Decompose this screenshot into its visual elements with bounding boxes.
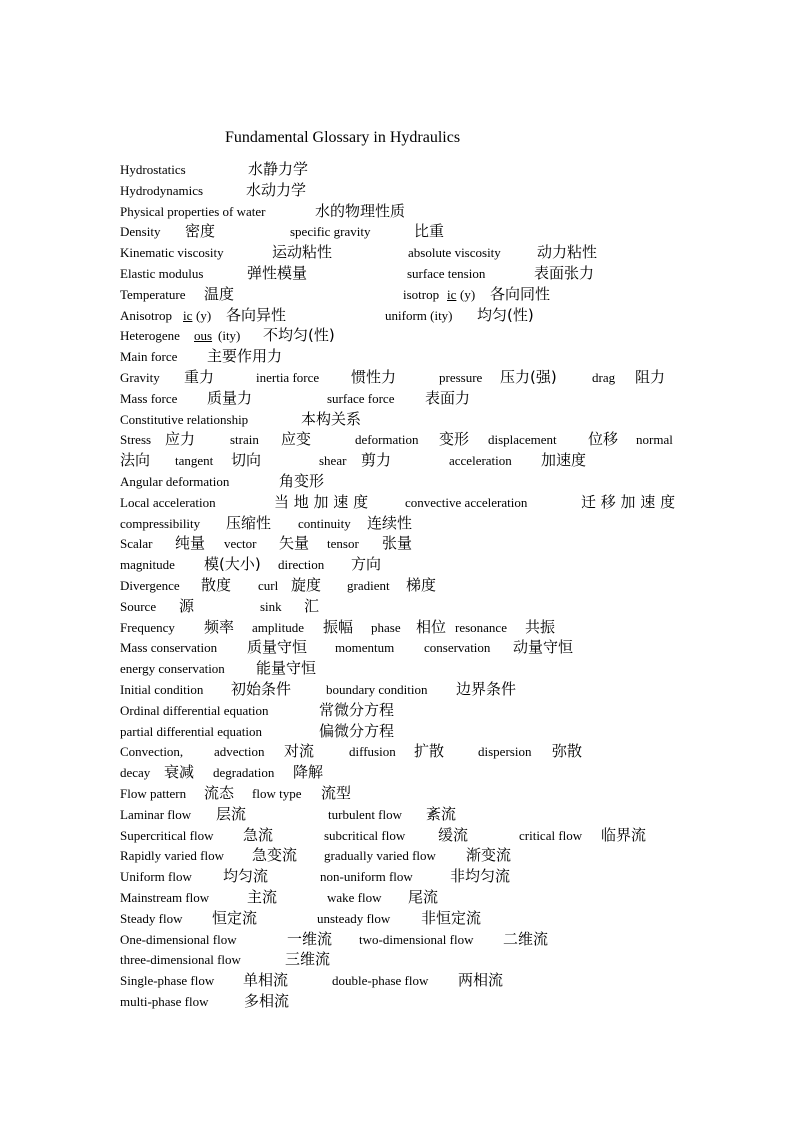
term-english: sink	[260, 598, 282, 614]
term-english: Local acceleration	[120, 494, 216, 510]
term-chinese: 多相流	[244, 992, 290, 1010]
term-chinese: 水动力学	[246, 180, 307, 199]
term-english: Laminar flow	[120, 806, 192, 822]
glossary-line	[120, 180, 740, 201]
term-english: tangent	[175, 453, 214, 469]
term-english: Constitutive relationship	[120, 411, 249, 427]
glossary-line	[120, 908, 740, 929]
term-english: Source	[120, 598, 157, 614]
term-english: (y)	[460, 286, 476, 302]
term-chinese: 方向	[351, 555, 382, 574]
term-english: shear	[319, 453, 347, 469]
glossary-line	[120, 513, 740, 534]
glossary-line	[120, 721, 740, 742]
term-chinese: 变形	[439, 430, 470, 449]
term-english: Anisotrop	[120, 307, 172, 323]
term-chinese: 动力粘性	[537, 243, 598, 262]
term-english: Steady flow	[120, 910, 183, 926]
term-english: gradient	[347, 578, 390, 593]
term-chinese: 弥散	[552, 742, 583, 761]
term-english: critical flow	[519, 827, 583, 843]
term-chinese: 模(大小)	[204, 555, 261, 574]
term-english: vector	[224, 536, 257, 552]
glossary-line	[120, 263, 740, 284]
glossary-line	[120, 575, 740, 596]
glossary-line	[120, 388, 740, 409]
term-english: gradually varied flow	[324, 848, 436, 864]
glossary-line	[120, 554, 740, 575]
term-chinese: 角变形	[279, 472, 325, 490]
term-chinese: 剪力	[361, 451, 392, 470]
term-english: continuity	[298, 515, 351, 531]
term-chinese: 各向异性	[226, 305, 287, 324]
term-english: dispersion	[478, 744, 532, 760]
term-english: Density	[120, 224, 161, 240]
term-english: compressibility	[120, 515, 201, 531]
term-chinese: 本构关系	[301, 409, 362, 428]
term-chinese: 温度	[204, 284, 235, 303]
term-chinese: 汇	[304, 596, 320, 615]
term-english: uniform (ity)	[385, 307, 453, 323]
term-chinese: 阻力	[635, 368, 666, 386]
term-english: isotrop	[403, 286, 440, 302]
glossary-line	[120, 450, 740, 471]
term-chinese: 质量力	[207, 388, 253, 407]
term-english: Elastic modulus	[120, 266, 204, 281]
term-english: ous	[194, 328, 213, 344]
glossary-line	[120, 741, 740, 762]
glossary-line	[120, 201, 740, 222]
glossary-line	[120, 242, 740, 263]
term-chinese: 急变流	[252, 846, 298, 865]
term-chinese: 振幅	[323, 617, 354, 636]
term-chinese: 紊流	[426, 804, 457, 823]
term-chinese: 弹性模量	[247, 264, 308, 282]
term-english: (ity)	[218, 328, 241, 344]
term-chinese: 单相流	[243, 971, 289, 990]
term-chinese: 不均匀(性)	[263, 326, 335, 345]
glossary-line	[120, 991, 740, 1012]
term-chinese: 恒定流	[212, 908, 258, 927]
term-english: decay	[120, 765, 151, 781]
term-chinese: 边界条件	[456, 680, 517, 698]
term-chinese: 非恒定流	[421, 908, 482, 927]
glossary-line	[120, 492, 740, 513]
term-english: multi-phase flow	[120, 994, 209, 1009]
term-english: Heterogene	[120, 328, 180, 344]
term-english: inertia force	[256, 370, 320, 385]
term-english: Frequency	[120, 619, 175, 635]
glossary-line	[120, 637, 740, 658]
term-chinese: 切向	[231, 451, 262, 470]
term-english: Mass conservation	[120, 640, 218, 656]
term-english: surface force	[327, 390, 395, 406]
term-english: Temperature	[120, 286, 186, 302]
glossary-line	[120, 429, 740, 450]
term-english: curl	[258, 578, 279, 593]
glossary-line	[120, 700, 740, 721]
term-english: ic	[183, 307, 193, 323]
term-english: wake flow	[327, 890, 382, 905]
term-english: specific gravity	[290, 224, 371, 240]
term-chinese: 迁 移 加 速 度	[581, 492, 676, 511]
term-chinese: 流态	[204, 784, 235, 802]
term-english: Mainstream flow	[120, 890, 210, 905]
term-chinese: 应力	[165, 430, 196, 449]
term-english: degradation	[213, 765, 275, 781]
term-english: absolute viscosity	[408, 245, 501, 261]
term-chinese: 运动粘性	[272, 243, 333, 262]
term-english: partial differential equation	[120, 723, 262, 739]
glossary-line	[120, 159, 740, 180]
term-chinese: 纯量	[175, 534, 206, 553]
term-english: advection	[214, 744, 265, 760]
term-english: three-dimensional flow	[120, 952, 241, 968]
term-english: resonance	[455, 619, 507, 635]
term-english: Stress	[120, 432, 152, 448]
term-chinese: 应变	[281, 430, 312, 449]
term-english: Physical properties of water	[120, 203, 266, 219]
term-chinese: 均匀流	[223, 867, 269, 886]
term-chinese: 缓流	[438, 825, 469, 844]
term-chinese: 压缩性	[226, 513, 272, 532]
term-english: direction	[278, 557, 325, 573]
term-english: phase	[371, 619, 401, 635]
term-chinese: 频率	[204, 617, 235, 636]
term-chinese: 对流	[284, 742, 315, 761]
term-english: two-dimensional flow	[359, 931, 474, 947]
term-chinese: 衰减	[164, 763, 195, 782]
term-english: Flow pattern	[120, 786, 187, 801]
term-chinese: 能量守恒	[256, 659, 317, 678]
term-chinese: 急流	[243, 825, 274, 844]
term-chinese: 初始条件	[231, 680, 292, 698]
glossary-line	[120, 346, 740, 367]
term-chinese: 相位	[416, 617, 447, 636]
term-chinese: 两相流	[458, 971, 504, 990]
glossary-line	[120, 866, 740, 887]
term-chinese: 散度	[201, 576, 232, 594]
term-chinese: 主要作用力	[207, 347, 283, 366]
term-chinese: 扩散	[414, 742, 445, 761]
glossary-line	[120, 284, 740, 305]
term-english: turbulent flow	[328, 806, 403, 822]
term-english: non-uniform flow	[320, 869, 413, 885]
term-chinese: 表面力	[425, 388, 471, 407]
term-english: Hydrostatics	[120, 162, 186, 177]
term-chinese: 常微分方程	[319, 700, 395, 719]
term-chinese: 惯性力	[351, 368, 397, 386]
term-chinese: 比重	[414, 222, 445, 241]
term-english: surface tension	[407, 266, 486, 281]
term-english: drag	[592, 370, 616, 385]
glossary-line	[120, 658, 740, 679]
term-chinese: 降解	[293, 763, 324, 782]
term-english: convective acceleration	[405, 494, 528, 510]
term-english: Hydrodynamics	[120, 182, 204, 198]
term-chinese: 压力(强)	[500, 368, 557, 386]
term-english: Ordinal differential equation	[120, 702, 269, 718]
term-chinese: 加速度	[541, 451, 587, 470]
term-english: tensor	[327, 536, 359, 552]
term-english: Divergence	[120, 578, 180, 593]
term-chinese: 偏微分方程	[319, 721, 395, 740]
glossary-line	[120, 409, 740, 430]
glossary-line	[120, 887, 740, 908]
term-english: flow type	[252, 786, 302, 801]
term-english: (y)	[196, 307, 212, 323]
page-title: Fundamental Glossary in Hydraulics	[225, 129, 461, 146]
term-chinese: 尾流	[408, 888, 439, 906]
term-english: strain	[230, 432, 259, 448]
term-english: energy conservation	[120, 661, 225, 677]
term-english: amplitude	[252, 619, 304, 635]
term-chinese: 各向同性	[490, 284, 551, 303]
term-chinese: 重力	[184, 368, 215, 386]
term-chinese: 源	[179, 596, 195, 615]
glossary-line	[120, 617, 740, 638]
term-chinese: 共振	[525, 617, 556, 636]
term-english: Single-phase flow	[120, 973, 215, 989]
term-english: Mass force	[120, 390, 178, 406]
term-english: magnitude	[120, 557, 175, 573]
term-english: Gravity	[120, 370, 160, 385]
term-chinese: 层流	[216, 804, 247, 823]
term-english: Kinematic viscosity	[120, 245, 224, 261]
term-english: unsteady flow	[317, 910, 391, 926]
term-english: momentum	[335, 640, 395, 656]
glossary-line	[120, 221, 740, 242]
glossary-line	[120, 367, 740, 388]
glossary-line	[120, 845, 740, 866]
glossary-line	[120, 533, 740, 554]
term-chinese: 流型	[321, 784, 352, 802]
term-chinese: 主流	[247, 888, 278, 906]
term-chinese: 非均匀流	[450, 867, 511, 886]
term-english: double-phase flow	[332, 973, 429, 989]
glossary-line	[120, 596, 740, 617]
term-chinese: 二维流	[503, 929, 549, 948]
term-chinese: 位移	[588, 430, 619, 449]
term-chinese: 渐变流	[466, 846, 512, 865]
term-chinese: 密度	[185, 222, 216, 241]
term-english: Uniform flow	[120, 869, 192, 885]
term-english: pressure	[439, 370, 483, 385]
glossary-line	[120, 929, 740, 950]
term-chinese: 梯度	[406, 576, 437, 594]
term-english: ic	[447, 286, 457, 302]
glossary-line	[120, 679, 740, 700]
term-english: normal	[636, 432, 673, 448]
glossary-line	[120, 783, 740, 804]
term-english: Angular deformation	[120, 474, 230, 489]
term-chinese: 旋度	[291, 576, 322, 594]
term-chinese: 水的物理性质	[315, 201, 406, 220]
term-chinese: 张量	[382, 534, 413, 553]
glossary-line	[120, 970, 740, 991]
term-chinese: 临界流	[601, 825, 647, 844]
term-english: Rapidly varied flow	[120, 848, 224, 864]
term-chinese: 质量守恒	[247, 638, 308, 657]
term-english: acceleration	[449, 453, 512, 469]
term-english: conservation	[424, 640, 491, 656]
term-english: Initial condition	[120, 682, 204, 697]
term-english: boundary condition	[326, 682, 428, 697]
term-english: displacement	[488, 432, 557, 448]
glossary-line	[120, 949, 740, 970]
term-chinese: 矢量	[279, 534, 310, 553]
term-chinese: 水静力学	[248, 160, 309, 178]
term-chinese: 一维流	[287, 929, 333, 948]
term-english: Scalar	[120, 536, 153, 552]
term-chinese: 当 地 加 速 度	[274, 492, 369, 511]
term-english: Convection,	[120, 744, 184, 760]
term-english: One-dimensional flow	[120, 931, 237, 947]
term-english: deformation	[355, 432, 419, 448]
term-english: subcritical flow	[324, 827, 406, 843]
term-chinese: 动量守恒	[513, 638, 574, 657]
term-chinese: 表面张力	[534, 264, 595, 282]
glossary-line	[120, 305, 740, 326]
glossary-line	[120, 762, 740, 783]
glossary-line	[120, 471, 740, 492]
term-chinese: 均匀(性)	[477, 305, 534, 324]
glossary-line	[120, 825, 740, 846]
term-english: diffusion	[349, 744, 396, 760]
term-chinese: 三维流	[285, 950, 331, 969]
term-english: Supercritical flow	[120, 827, 214, 843]
glossary-line	[120, 804, 740, 825]
term-english: Main force	[120, 349, 178, 365]
term-chinese: 法向	[120, 451, 151, 470]
glossary-line	[120, 325, 740, 346]
term-chinese: 连续性	[367, 513, 413, 532]
